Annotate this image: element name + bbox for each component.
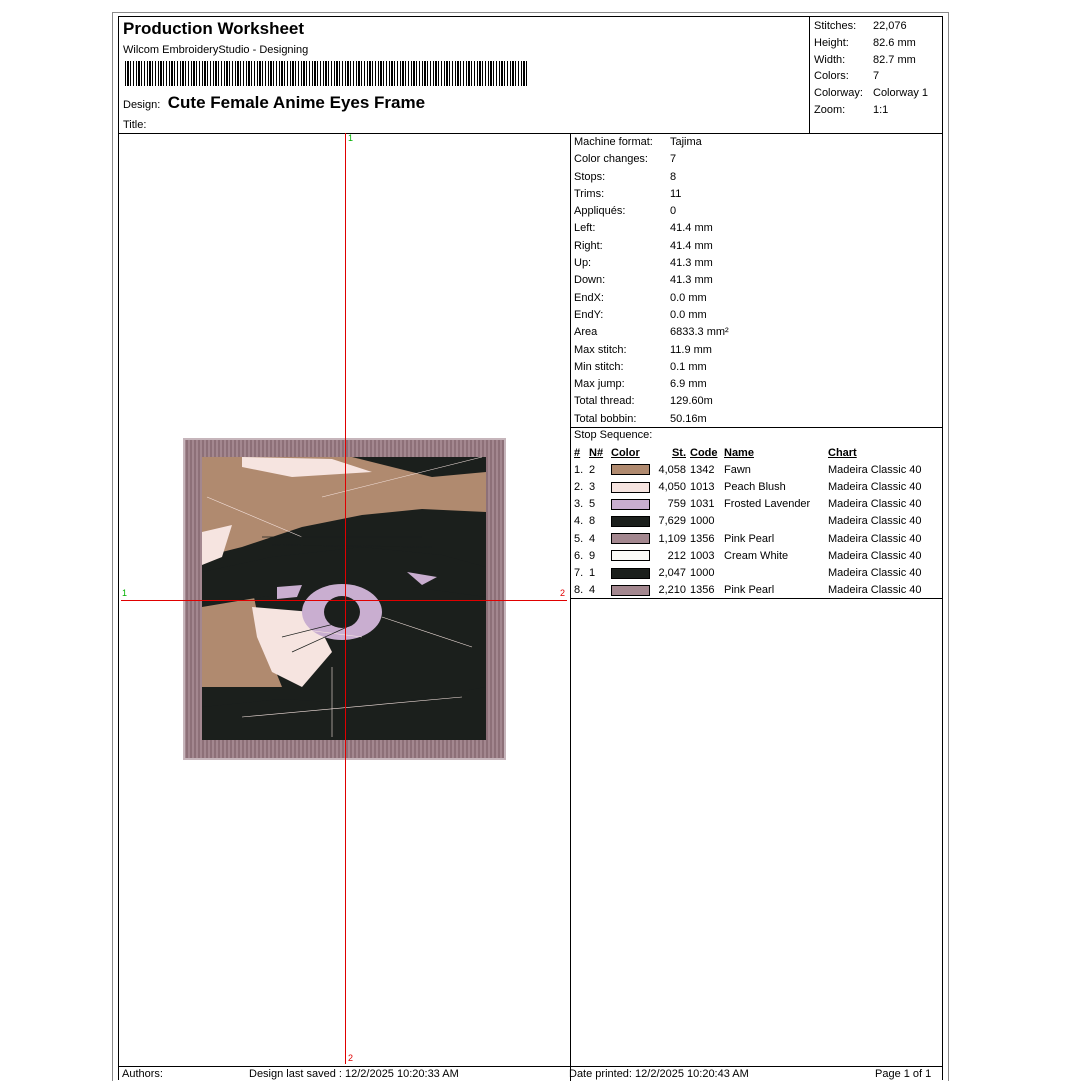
stat-value: 0.1 mm (670, 360, 707, 373)
stat-row (574, 307, 729, 324)
row-needle: 5 (589, 498, 596, 511)
color-swatch (611, 464, 650, 475)
summary-label: Colors: (814, 70, 849, 83)
design-name: Cute Female Anime Eyes Frame (167, 93, 426, 112)
stat-value: 41.4 mm (670, 239, 713, 252)
row-color-swatch-cell (611, 547, 653, 564)
stat-value: 6.9 mm (670, 378, 707, 391)
stat-value: 11.9 mm (670, 343, 712, 356)
row-thread-name: Fawn (724, 463, 751, 476)
stop-sequence-row (574, 461, 922, 478)
stat-row (574, 220, 729, 237)
summary-label: Height: (814, 36, 849, 49)
col-header-needle: N# (589, 446, 604, 459)
row-color-swatch-cell (611, 530, 653, 547)
stop-sequence-row (574, 582, 922, 599)
row-code: 1013 (690, 480, 715, 493)
row-index: 1. (574, 463, 584, 476)
row-code: 1031 (690, 498, 715, 511)
stat-label: Appliqués: (574, 205, 626, 218)
row-stitches: 212 (667, 549, 686, 562)
summary-labels (814, 18, 928, 119)
stat-label: Total bobbin: (574, 412, 637, 425)
stat-row (574, 255, 729, 272)
row-needle: 8 (589, 515, 596, 528)
summary-value: 82.6 mm (873, 36, 916, 49)
row-thread-name: Frosted Lavender (724, 498, 811, 511)
stat-row (574, 272, 729, 289)
row-thread-name: Pink Pearl (724, 584, 775, 597)
row-thread-name (724, 564, 828, 581)
col-header-index: # (574, 446, 581, 459)
row-code: 1003 (690, 549, 715, 562)
color-swatch (611, 550, 650, 561)
stat-value: 7 (670, 153, 677, 166)
worksheet-title: Production Worksheet (123, 19, 305, 38)
marker-bottom: 2 (348, 1053, 354, 1063)
stat-row (574, 324, 729, 341)
title-label: Title: (123, 119, 147, 131)
footer-last-saved: Design last saved : 12/2/2025 10:20:33 AM (249, 1068, 459, 1080)
stat-row (574, 411, 729, 428)
stat-value: 0.0 mm (670, 291, 707, 304)
row-needle: 2 (589, 463, 596, 476)
row-chart: Madeira Classic 40 (828, 480, 922, 493)
row-code: 1000 (690, 515, 715, 528)
row-thread-name: Peach Blush (724, 480, 786, 493)
stop-sequence-row (574, 547, 922, 564)
summary-value: Colorway 1 (873, 87, 929, 100)
summary-label: Stitches: (814, 20, 857, 32)
stat-value: 0.0 mm (670, 308, 707, 321)
row-stitches: 4,050 (658, 480, 686, 493)
stat-value: Tajima (670, 136, 702, 148)
row-chart: Madeira Classic 40 (828, 515, 922, 528)
row-stitches: 759 (667, 498, 686, 511)
stat-row (574, 359, 729, 376)
stat-value: 6833.3 mm² (670, 326, 729, 339)
stop-sequence-table-wrap (574, 444, 922, 599)
stop-sequence-heading: Stop Sequence: (574, 429, 653, 441)
col-header-color: Color (611, 446, 640, 459)
row-code: 1356 (690, 532, 715, 545)
stat-value: 41.3 mm (670, 274, 713, 287)
row-thread-name (724, 513, 828, 530)
stat-label: Min stitch: (574, 360, 624, 373)
stat-row (574, 238, 729, 255)
col-header-code: Code (690, 446, 718, 459)
row-stitches: 1,109 (658, 532, 686, 545)
color-swatch (611, 482, 650, 493)
row-needle: 3 (589, 480, 596, 493)
stat-row (574, 134, 729, 151)
stop-sequence-row (574, 513, 922, 530)
row-chart: Madeira Classic 40 (828, 584, 922, 597)
stat-row (574, 393, 729, 410)
summary-value: 7 (873, 70, 880, 83)
col-header-name: Name (724, 446, 754, 459)
stop-sequence-table (574, 444, 922, 599)
stat-value: 8 (670, 170, 677, 183)
stat-label: Max stitch: (574, 343, 627, 356)
row-color-swatch-cell (611, 461, 653, 478)
row-index: 8. (574, 584, 584, 597)
color-swatch (611, 585, 650, 596)
crosshair-horizontal (121, 600, 567, 601)
col-header-stitches: St. (671, 446, 686, 459)
design-row (123, 93, 425, 113)
row-code: 1342 (690, 463, 715, 476)
row-needle: 9 (589, 549, 596, 562)
stat-row (574, 203, 729, 220)
stat-label: Trims: (574, 187, 605, 200)
design-label: Design: (123, 99, 161, 111)
row-index: 2. (574, 480, 584, 493)
summary-value: 82.7 mm (873, 53, 916, 66)
stat-label: Right: (574, 239, 603, 252)
stat-row (574, 151, 729, 168)
row-thread-name: Cream White (724, 549, 789, 562)
stat-value: 41.3 mm (670, 257, 713, 270)
row-color-swatch-cell (611, 582, 653, 599)
stat-label: Total thread: (574, 395, 635, 408)
row-index: 6. (574, 549, 584, 562)
row-color-swatch-cell (611, 478, 653, 495)
stat-label: Up: (574, 257, 592, 270)
color-swatch (611, 516, 650, 527)
row-index: 3. (574, 498, 584, 511)
row-needle: 4 (589, 584, 596, 597)
design-statistics (574, 134, 729, 428)
stat-row (574, 342, 729, 359)
software-name: Wilcom EmbroideryStudio - Designing (123, 44, 309, 56)
stat-value: 129.60m (670, 395, 713, 408)
footer-authors: Authors: (122, 1068, 163, 1080)
row-needle: 1 (589, 566, 596, 579)
row-chart: Madeira Classic 40 (828, 566, 922, 579)
row-stitches: 2,210 (658, 584, 686, 597)
row-chart: Madeira Classic 40 (828, 532, 922, 545)
stat-label: EndY: (574, 308, 604, 321)
stat-label: Area (574, 326, 598, 339)
row-code: 1356 (690, 584, 715, 597)
row-stitches: 4,058 (658, 463, 686, 476)
stat-value: 11 (670, 187, 682, 200)
footer-date-printed: Date printed: 12/2/2025 10:20:43 AM (569, 1068, 749, 1080)
summary-value: 22,076 (873, 20, 907, 32)
summary-row (814, 52, 928, 69)
marker-top: 1 (348, 133, 354, 143)
row-stitches: 7,629 (658, 515, 686, 528)
stat-label: Down: (574, 274, 606, 287)
color-swatch (611, 499, 650, 510)
row-color-swatch-cell (611, 496, 653, 513)
summary-label: Zoom: (814, 103, 846, 116)
summary-row (814, 85, 928, 102)
stop-sequence-row (574, 496, 922, 513)
stop-sequence-row (574, 564, 922, 581)
marker-left: 1 (122, 588, 128, 598)
row-color-swatch-cell (611, 513, 653, 530)
stat-row (574, 376, 729, 393)
row-chart: Madeira Classic 40 (828, 498, 922, 511)
stat-label: Max jump: (574, 378, 625, 391)
stat-value: 50.16m (670, 412, 707, 425)
stat-label: EndX: (574, 291, 604, 304)
crosshair-vertical (345, 133, 346, 1064)
stat-label: Stops: (574, 170, 606, 183)
stat-value: 41.4 mm (670, 222, 713, 235)
row-index: 7. (574, 566, 584, 579)
summary-row (814, 35, 928, 52)
row-needle: 4 (589, 532, 596, 545)
summary-value: 1:1 (873, 103, 889, 116)
row-chart: Madeira Classic 40 (828, 463, 922, 476)
summary-label: Colorway: (814, 87, 863, 100)
summary-row (814, 68, 928, 85)
summary-label: Width: (814, 53, 846, 66)
row-thread-name: Pink Pearl (724, 532, 775, 545)
row-index: 5. (574, 532, 584, 545)
row-code: 1000 (690, 566, 715, 579)
row-color-swatch-cell (611, 564, 653, 581)
stat-label: Color changes: (574, 153, 648, 166)
stat-label: Left: (574, 222, 596, 235)
barcode (125, 61, 529, 86)
summary-row (814, 102, 928, 119)
col-header-chart: Chart (828, 446, 857, 459)
summary-row (814, 18, 928, 35)
stat-row (574, 290, 729, 307)
marker-right: 2 (560, 588, 566, 598)
footer-page-number: Page 1 of 1 (875, 1068, 932, 1080)
row-stitches: 2,047 (658, 566, 686, 579)
stat-row (574, 186, 729, 203)
stat-label: Machine format: (574, 136, 653, 148)
color-swatch (611, 568, 650, 579)
row-index: 4. (574, 515, 584, 528)
stat-value: 0 (670, 205, 677, 218)
stat-row (574, 169, 729, 186)
row-chart: Madeira Classic 40 (828, 549, 922, 562)
stop-sequence-row (574, 478, 922, 495)
color-swatch (611, 533, 650, 544)
stop-sequence-row (574, 530, 922, 547)
